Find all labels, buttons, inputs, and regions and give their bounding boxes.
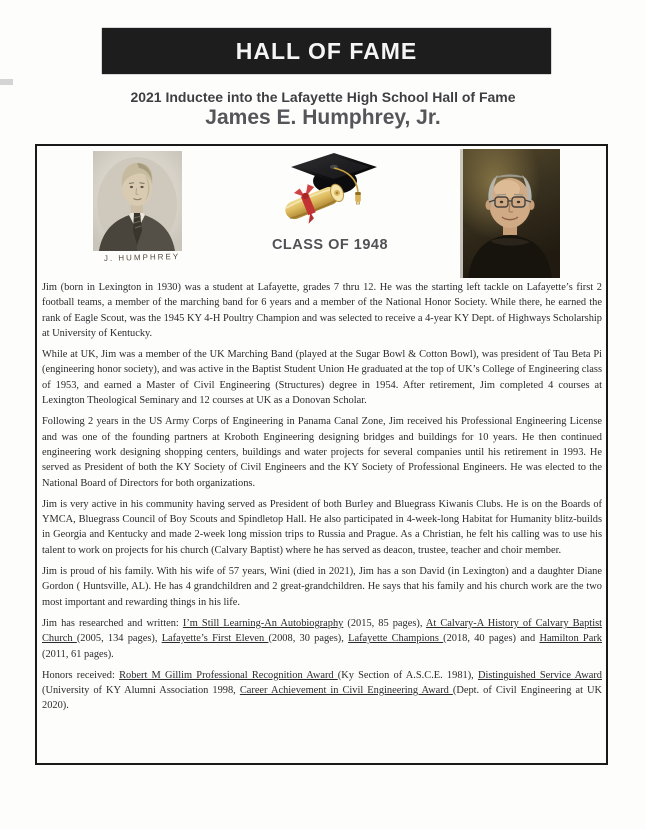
bio-text: While at UK, Jim was a member of the UK Marching Band (played at the Sugar Bowl & Cotton Bowl), was president of Tau Beta Pi (engineering honor society), and was active in the Baptist Student Union He graduated at the top of UK’s College of Engineering class of 1953, and earned a Master of Civil Engineering (Structures) degree in 1954. After retirement, Jim completed 4 courses at Lexington Theological Seminary and 12 courses at UK as a Donovan Scholar. xyxy=(42,349,602,407)
bio-text: Jim is proud of his family. With his wife of 57 years, Wini (died in 2021), Jim has a son David (in Lexington) and a daughter Diane Gordon ( Huntsville, AL). He has 4 grandchildren and 2 great-grandchildren. He says that his family and his church work are the two most important and rewarding things in his life. xyxy=(42,566,602,608)
bio-paragraphs xyxy=(42,280,602,720)
bio-text: (Dept. of Civil Engineering at UK 2020). xyxy=(42,685,602,712)
bio-text: (University of KY Alumni Association 1998, xyxy=(42,685,240,697)
bio-text: Honors received: xyxy=(42,669,120,681)
bio-paragraph xyxy=(42,564,602,610)
underlined-title-text: Hamilton Park xyxy=(539,633,602,645)
bio-text: (2018, 40 pages) and xyxy=(443,633,540,645)
inductee-subtitle: 2021 Inductee into the Lafayette High School Hall of Fame xyxy=(130,89,516,105)
bio-paragraph xyxy=(42,668,602,714)
young-portrait-photo xyxy=(93,151,182,251)
bio-text: (2005, 134 pages), xyxy=(76,633,162,645)
bio-text: (2008, 30 pages), xyxy=(268,633,349,645)
bio-text: (2011, 61 pages). xyxy=(42,648,114,660)
underlined-title-text: Lafayette Champions xyxy=(348,633,444,645)
bio-text: (2015, 85 pages), xyxy=(343,617,426,629)
bio-text: Following 2 years in the US Army Corps of Engineering in Panama Canal Zone, Jim received his Professional Engineering License and was one of the founding partners at Kroboth Engineering designing bridges and buildings for 10 years. He then continued engineering work designing shopping centers, buildings and water projects for several companies until his retirement in 1993. He served as President of both the KY Society of Civil Engineers and the KY Society of Professional Engineers. He was elected to the National Board of Directors for both organizations. xyxy=(42,416,602,489)
bio-text: Jim is very active in his community having served as President of both Burley and Bluegrass Kiwanis Clubs. He is on the Boards of YMCA, Bluegrass Council of Boy Scouts and Spindletop Hall. He also participated in 4-week-long Habitat for Humanity blitz-builds in Georgia and Kentucky and made 2-week long mission trips to Russia and Prague. As a Christian, he felt his calling was to use his talent to work on projects for his church (Calvary Baptist) where he has served as deacon, trustee, teacher and choir member. xyxy=(42,498,602,556)
underlined-title-text: Distinguished Service Award xyxy=(477,669,602,681)
underlined-title-text: Lafayette’s First Eleven xyxy=(161,633,269,645)
graduation-clipart xyxy=(282,151,382,225)
bio-paragraph xyxy=(42,280,602,341)
inductee-name: James E. Humphrey, Jr. xyxy=(205,106,441,129)
bio-paragraph xyxy=(42,616,602,662)
underlined-title-text: At Calvary-A History of Calvary Baptist Church xyxy=(42,617,603,645)
bio-paragraph xyxy=(42,347,602,408)
bio-paragraph xyxy=(42,414,602,490)
senior-portrait-photo xyxy=(460,149,560,278)
hall-of-fame-banner xyxy=(102,28,551,74)
photo-signature: J. HUMPHREY xyxy=(103,252,181,263)
bio-paragraph xyxy=(42,497,602,558)
class-of-1948-label: CLASS OF 1948 xyxy=(271,237,389,253)
senior-portrait-illustration xyxy=(460,149,560,278)
underlined-title-text: I’m Still Learning-An Autobiography xyxy=(182,617,344,629)
young-portrait-illustration xyxy=(93,151,182,251)
bio-text: Jim has researched and written: xyxy=(42,617,183,629)
bio-text: Jim (born in Lexington in 1930) was a student at Lafayette, grades 7 thru 12. He was the starting left tackle on Lafayette’s first 2 football teams, a member of the marching band for 6 years and a member of the National Honor Society. While there, he earned the rank of Eagle Scout, was the 1945 KY 4-H Poultry Champion and was selected to receive a 4-year KY Dept. of Highways Scholarship at University of Kentucky. xyxy=(42,282,602,339)
bio-text: (Ky Section of A.S.C.E. 1981), xyxy=(337,669,478,681)
underlined-title-text: Robert M Gillim Professional Recognition Award xyxy=(119,669,338,681)
graduation-cap-and-diploma-icon xyxy=(282,151,382,225)
bio-box xyxy=(35,144,608,765)
banner-title: HALL OF FAME xyxy=(235,37,418,64)
underlined-title-text: Career Achievement in Civil Engineering Award xyxy=(239,685,453,697)
scan-artifact xyxy=(0,79,13,85)
